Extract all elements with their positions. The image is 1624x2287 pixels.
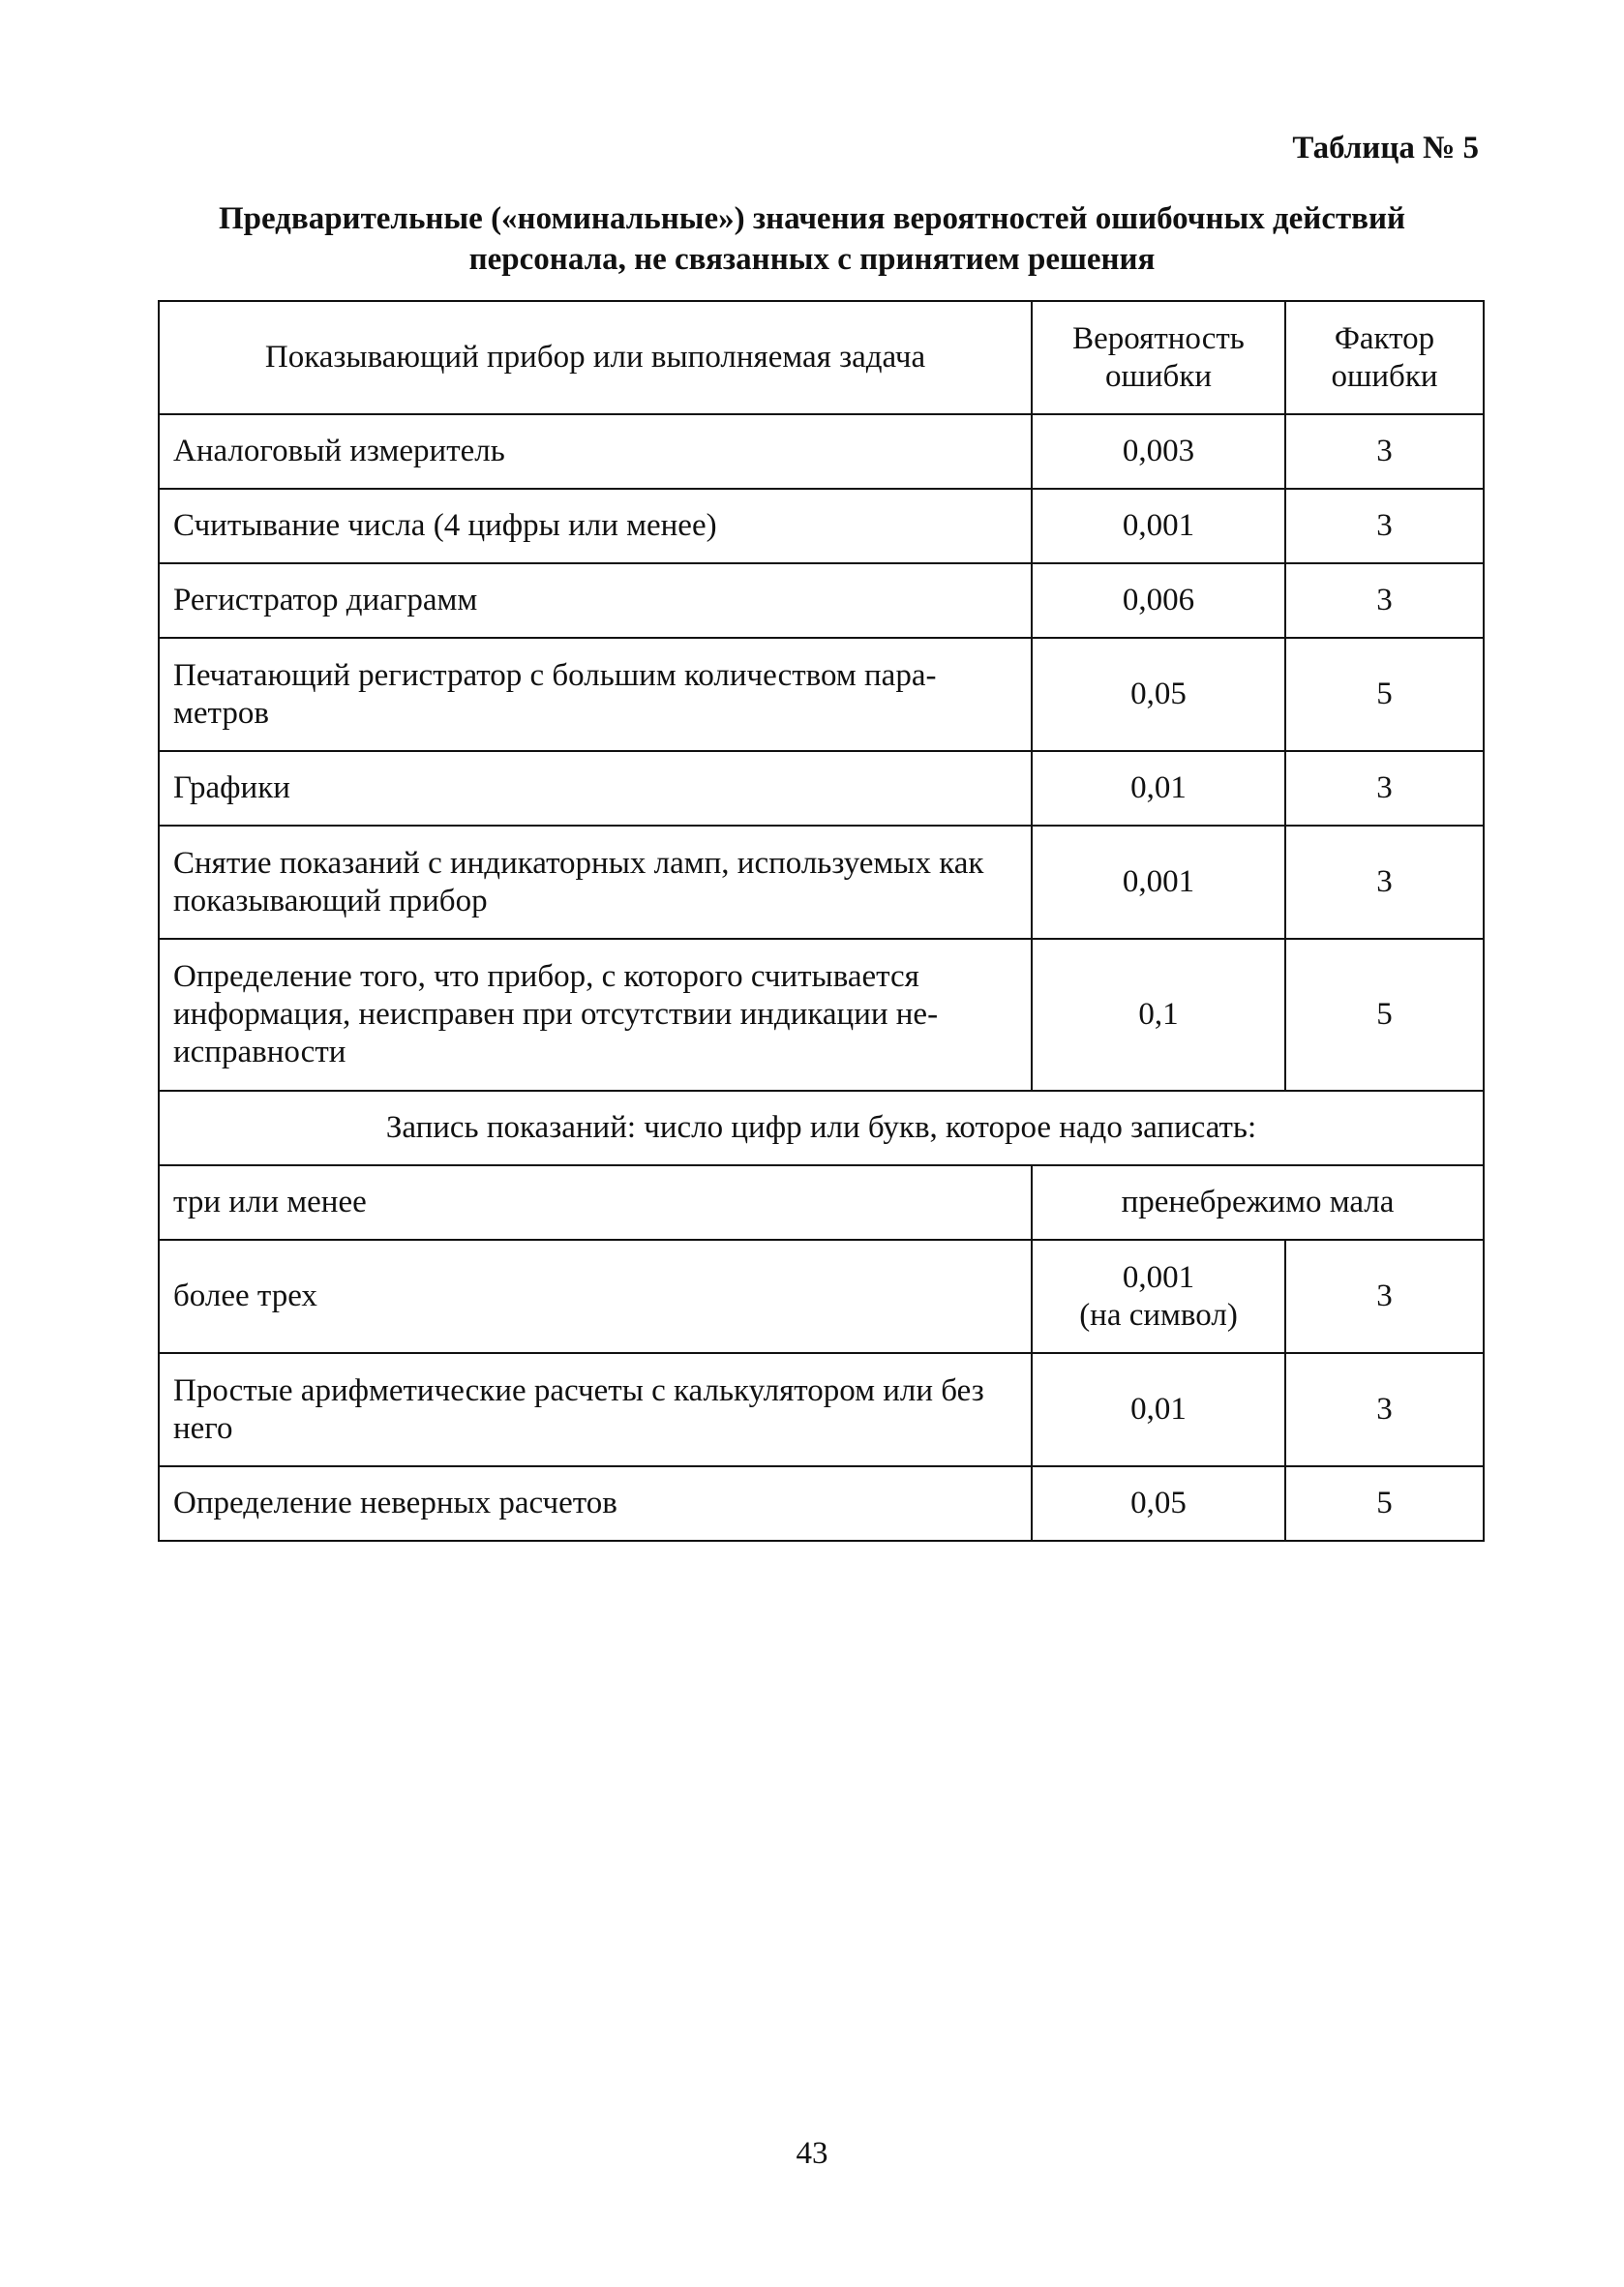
task-cell: Графики [159,751,1032,826]
factor-cell: 5 [1285,939,1484,1091]
page-number: 43 [796,2136,828,2171]
header-task: Показывающий прибор или выполняемая задача [159,301,1032,414]
table-row [159,489,1484,563]
caption-line-2: персонала, не связанных с принятием решения [468,242,1156,277]
table-label: Таблица № 5 [1292,131,1479,166]
header-factor: Фактор ошибки [1285,301,1484,414]
table-row [159,1165,1484,1240]
probability-note: (на символ) [1079,1297,1238,1333]
factor-cell: 5 [1285,1466,1484,1541]
task-cell: Простые арифметические расчеты с калькулятором или без него [159,1353,1032,1466]
table-row [159,638,1484,751]
table-row [159,1353,1484,1466]
probability-cell: 0,006 [1032,563,1285,638]
task-cell: Печатающий регистратор с большим количеством пара-метров [159,638,1032,751]
probability-cell: 0,001 [1032,826,1285,939]
table-row [159,826,1484,939]
probability-cell: пренебрежимо мала [1032,1165,1484,1240]
task-cell: Определение того, что прибор, с которого считывается информация, неисправен при отсутствии индикации не-исправности [159,939,1032,1091]
factor-cell: 3 [1285,414,1484,489]
table-row [159,1466,1484,1541]
factor-cell: 3 [1285,1353,1484,1466]
header-probability: Вероятность ошибки [1032,301,1285,414]
task-cell: Снятие показаний с индикаторных ламп, используемых как показывающий прибор [159,826,1032,939]
table-caption [145,198,1479,280]
caption-line-1: Предварительные («номинальные») значения вероятностей ошибочных действий [218,201,1406,236]
error-probability-table [158,300,1485,1542]
task-cell: Регистратор диаграмм [159,563,1032,638]
probability-cell: 0,01 [1032,1353,1285,1466]
task-cell: Считывание числа (4 цифры или менее) [159,489,1032,563]
factor-cell: 3 [1285,826,1484,939]
probability-cell: 0,05 [1032,1466,1285,1541]
task-cell: три или менее [159,1165,1032,1240]
task-cell: Аналоговый измеритель [159,414,1032,489]
factor-cell: 3 [1285,1240,1484,1353]
task-cell: Определение неверных расчетов [159,1466,1032,1541]
probability-cell: 0,003 [1032,414,1285,489]
probability-cell [1032,1240,1285,1353]
factor-cell: 3 [1285,751,1484,826]
table-row [159,414,1484,489]
table-row [159,751,1484,826]
section-row [159,1091,1484,1165]
probability-cell: 0,1 [1032,939,1285,1091]
probability-cell: 0,001 [1032,489,1285,563]
probability-cell: 0,05 [1032,638,1285,751]
factor-cell: 3 [1285,563,1484,638]
table-row [159,939,1484,1091]
table-row [159,1240,1484,1353]
probability-cell: 0,01 [1032,751,1285,826]
factor-cell: 5 [1285,638,1484,751]
table-header-row [159,301,1484,414]
section-title: Запись показаний: число цифр или букв, которое надо записать: [159,1091,1484,1165]
factor-cell: 3 [1285,489,1484,563]
task-cell: более трех [159,1240,1032,1353]
table-row [159,563,1484,638]
probability-value: 0,001 [1122,1259,1195,1295]
